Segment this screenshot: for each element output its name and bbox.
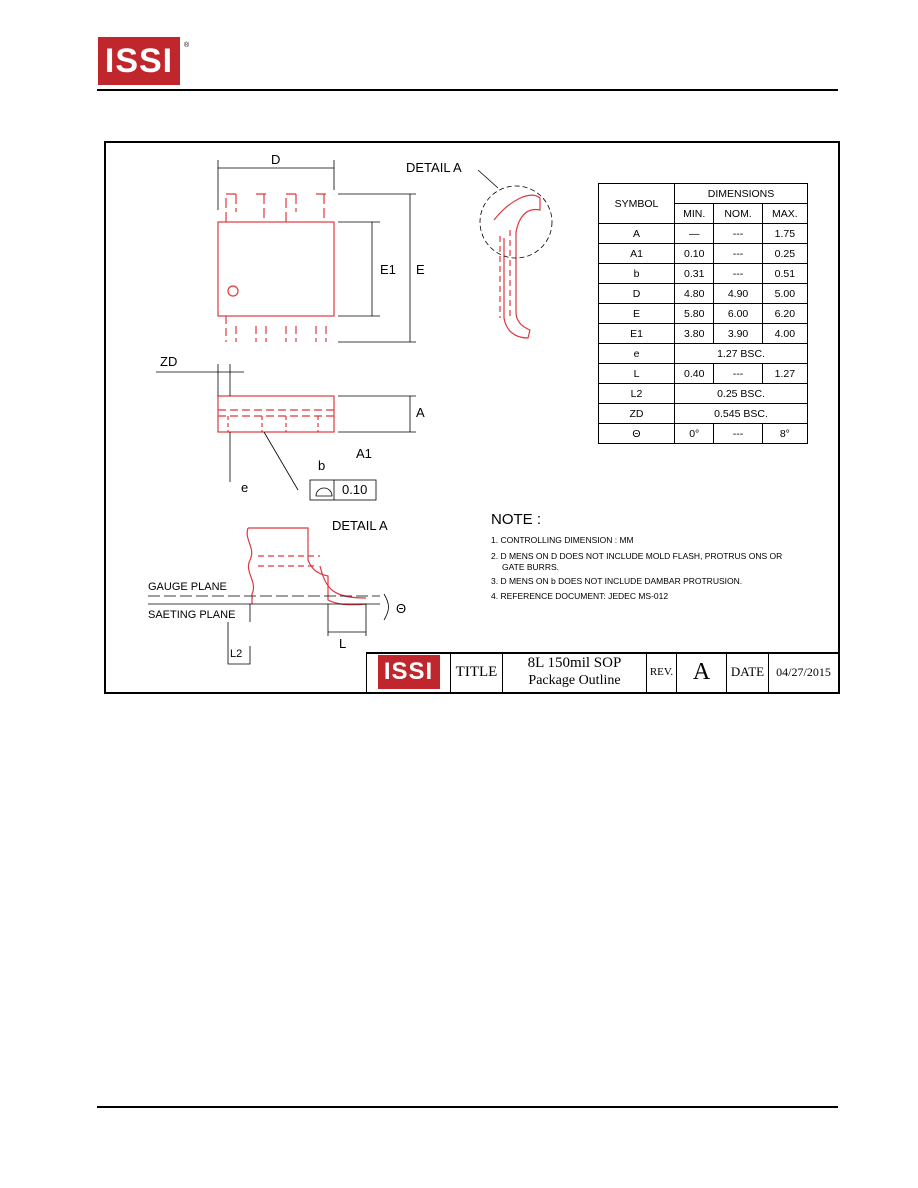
date-value-cell <box>768 652 838 692</box>
label-b: b <box>318 458 326 473</box>
table-row: ZD 0.545 BSC. <box>599 404 808 424</box>
title-block-logo-cell <box>366 652 450 692</box>
title-value-cell <box>502 652 646 692</box>
dimensions-header: DIMENSIONS <box>675 184 808 204</box>
note-3: 3. D MENS ON b DOES NOT INCLUDE DAMBAR PROTRUSION. <box>491 576 743 586</box>
table-row: L 0.40 --- 1.27 <box>599 364 808 384</box>
logo-text: ISSI <box>104 41 174 80</box>
rev-value: A <box>692 658 711 685</box>
title-block-logo: ISSI <box>378 655 440 689</box>
rev-label-cell <box>646 652 676 692</box>
label-theta: Θ <box>396 601 407 616</box>
table-row: b 0.31 --- 0.51 <box>599 264 808 284</box>
table-row: E1 3.80 3.90 4.00 <box>599 324 808 344</box>
title-label: TITLE <box>455 663 498 680</box>
label-detail-a: DETAIL A <box>332 518 388 533</box>
footer-rule <box>97 1106 838 1108</box>
label-e-pitch: e <box>241 480 249 495</box>
title-line-2: Package Outline <box>528 673 621 688</box>
title-line-1: 8L 150mil SOP <box>527 655 622 671</box>
table-row: e 1.27 BSC. <box>599 344 808 364</box>
label-gauge-plane: GAUGE PLANE <box>148 581 227 593</box>
label-seating-plane: SAETING PLANE <box>148 609 236 621</box>
label-flatness: 0.10 <box>342 482 368 497</box>
col-min: MIN. <box>675 204 714 224</box>
rev-label: REV. <box>649 666 674 678</box>
date-label-cell <box>726 652 768 692</box>
table-row: A — --- 1.75 <box>599 224 808 244</box>
label-d: D <box>271 152 281 167</box>
label-zd: ZD <box>160 354 178 369</box>
note-2: 2. D MENS ON D DOES NOT INCLUDE MOLD FLASH, PROTRUS ONS OR <box>491 551 783 561</box>
notes-title: NOTE : <box>491 511 542 528</box>
col-nom: NOM. <box>714 204 762 224</box>
table-row: Θ 0° --- 8° <box>599 424 808 444</box>
title-label-cell <box>450 652 502 692</box>
table-row: A1 0.10 --- 0.25 <box>599 244 808 264</box>
label-a1: A1 <box>356 446 372 461</box>
table-row: E 5.80 6.00 6.20 <box>599 304 808 324</box>
label-detail-a-top: DETAIL A <box>406 160 462 175</box>
col-max: MAX. <box>762 204 807 224</box>
table-row: D 4.80 4.90 5.00 <box>599 284 808 304</box>
symbol-header: SYMBOL <box>599 184 675 224</box>
note-2-cont: GATE BURRS. <box>502 562 559 572</box>
label-l2: L2 <box>230 648 243 660</box>
note-1: 1. CONTROLLING DIMENSION : MM <box>491 535 634 545</box>
label-a: A <box>416 405 425 420</box>
dimensions-table <box>598 183 808 444</box>
note-4: 4. REFERENCE DOCUMENT: JEDEC MS-012 <box>491 591 669 601</box>
label-e: E <box>416 262 425 277</box>
table-row: L2 0.25 BSC. <box>599 384 808 404</box>
registered-mark: ® <box>184 42 190 49</box>
date-label: DATE <box>730 664 765 679</box>
rev-value-cell <box>676 652 726 692</box>
date-value: 04/27/2015 <box>776 664 831 679</box>
label-e1: E1 <box>380 262 396 277</box>
label-l: L <box>339 636 347 651</box>
